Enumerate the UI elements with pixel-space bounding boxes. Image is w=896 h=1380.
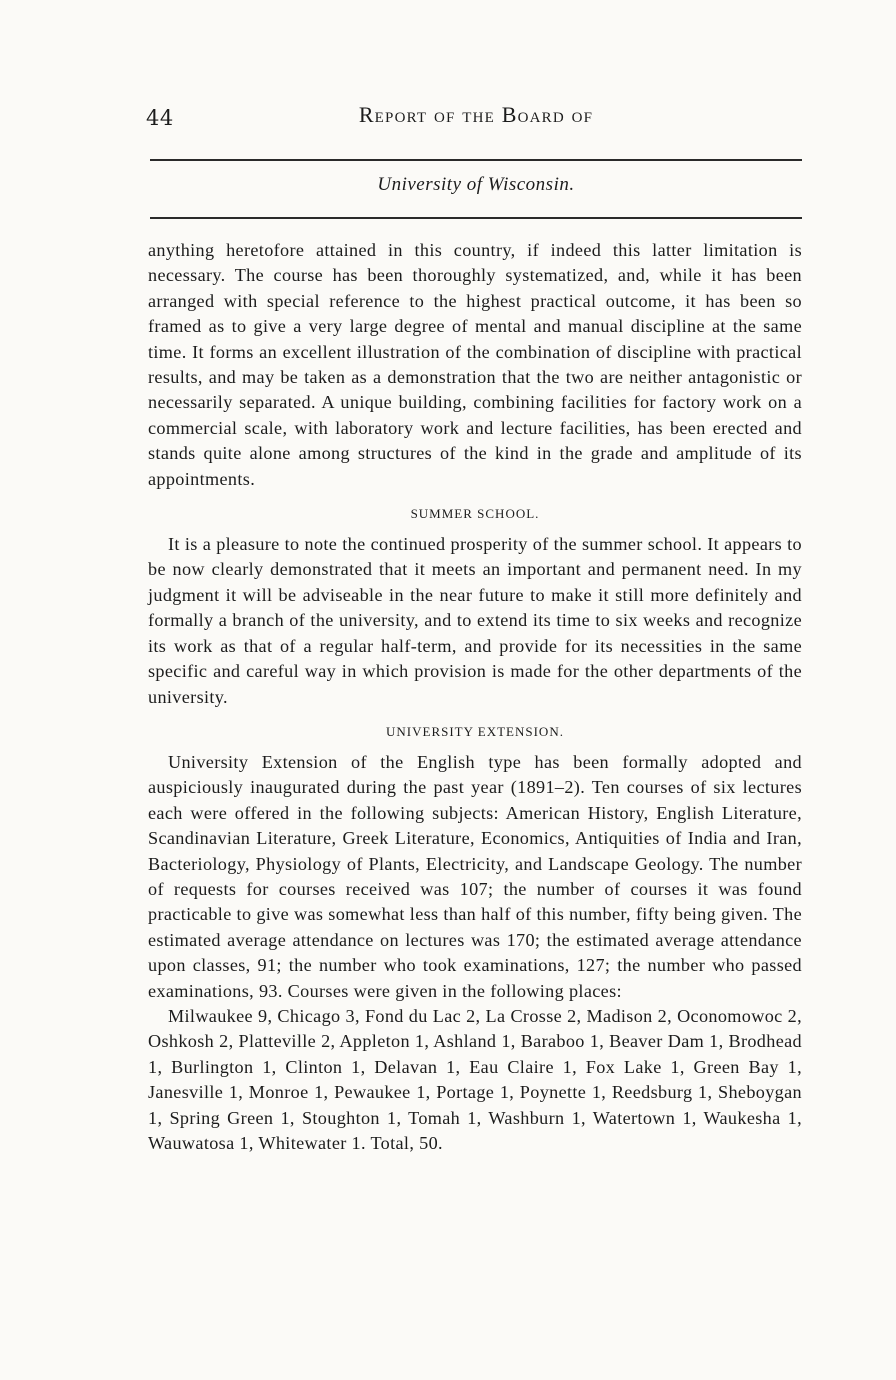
page-number: 44: [146, 106, 174, 130]
paragraph-course-places: Milwaukee 9, Chicago 3, Fond du Lac 2, La Crosse 2, Madison 2, Oconomowoc 2, Oshkosh 2, Platteville 2, Appleton 1, Ashland 1, Baraboo 1, Beaver Dam 1, Brodhead 1, Burlington 1, Clinton 1, Delavan 1, Eau Claire 1, Fox Lake 1, Green Bay 1, Janesville 1, Monroe 1, Pewaukee 1, Portage 1, Poynette 1, Reedsburg 1, Sheboygan 1, Spring Green 1, Stoughton 1, Tomah 1, Washburn 1, Watertown 1, Waukesha 1, Wauwatosa 1, Whitewater 1. Total, 50.: [148, 1005, 802, 1153]
paragraph-continuation: anything heretofore attained in this country, if indeed this latter limitation is necessary. The course has been thoroughly systematized, and, while it has been arranged with special reference to the highest practical outcome, it has been so framed as to give a very large degree of mental and manual discipline at the same time. It forms an excellent illustration of the combination of discipline with practical results, and may be taken as a demonstration that the two are neither antagonistic or necessarily separated. A unique building, combining facilities for factory work on a commercial scale, with laboratory work and lecture facilities, has been erected and stands quite alone among structures of the kind in the grade and amplitude of its appointments.: [148, 240, 802, 489]
paragraph-university-extension: University Extension of the English type has been formally adopted and auspiciously inaugurated during the past year (1891–2). Ten courses of six lectures each were offered in the following subjects: American History, English Literature, Scandinavian Literature, Greek Literature, Economics, Antiquities of India and Iran, Bacteriology, Physiology of Plants, Electricity, and Landscape Geology. The number of requests for courses received was 107; the number of courses it was found practicable to give was somewhat less than half of this number, fifty being given. The estimated average attendance on lectures was 170; the estimated average attendance upon classes, 91; the number who took examinations, 127; the number who passed examinations, 93. Courses were given in the following places:: [148, 751, 802, 1001]
section-heading-summer-school: SUMMER SCHOOL.: [410, 506, 540, 522]
section-heading-university-extension: UNIVERSITY EXTENSION.: [386, 723, 564, 739]
paragraph-summer-school: It is a pleasure to note the continued prosperity of the summer school. It appears to be now clearly demonstrated that it meets an important and permanent need. In my judgment it will be adviseable in the near future to make it still more definitely and formally a branch of the university, and to extend its time to six weeks and recognize its work as that of a regular half-term, and provide for its necessities in the same specific and careful way in which provision is made for the other departments of the university.: [148, 534, 802, 707]
body-text: [148, 238, 802, 1156]
header-rule-bottom: [150, 217, 802, 219]
header-rule-top: [150, 159, 802, 161]
subhead: University of Wisconsin.: [377, 174, 575, 195]
running-head: Report of the Board of: [358, 102, 594, 127]
